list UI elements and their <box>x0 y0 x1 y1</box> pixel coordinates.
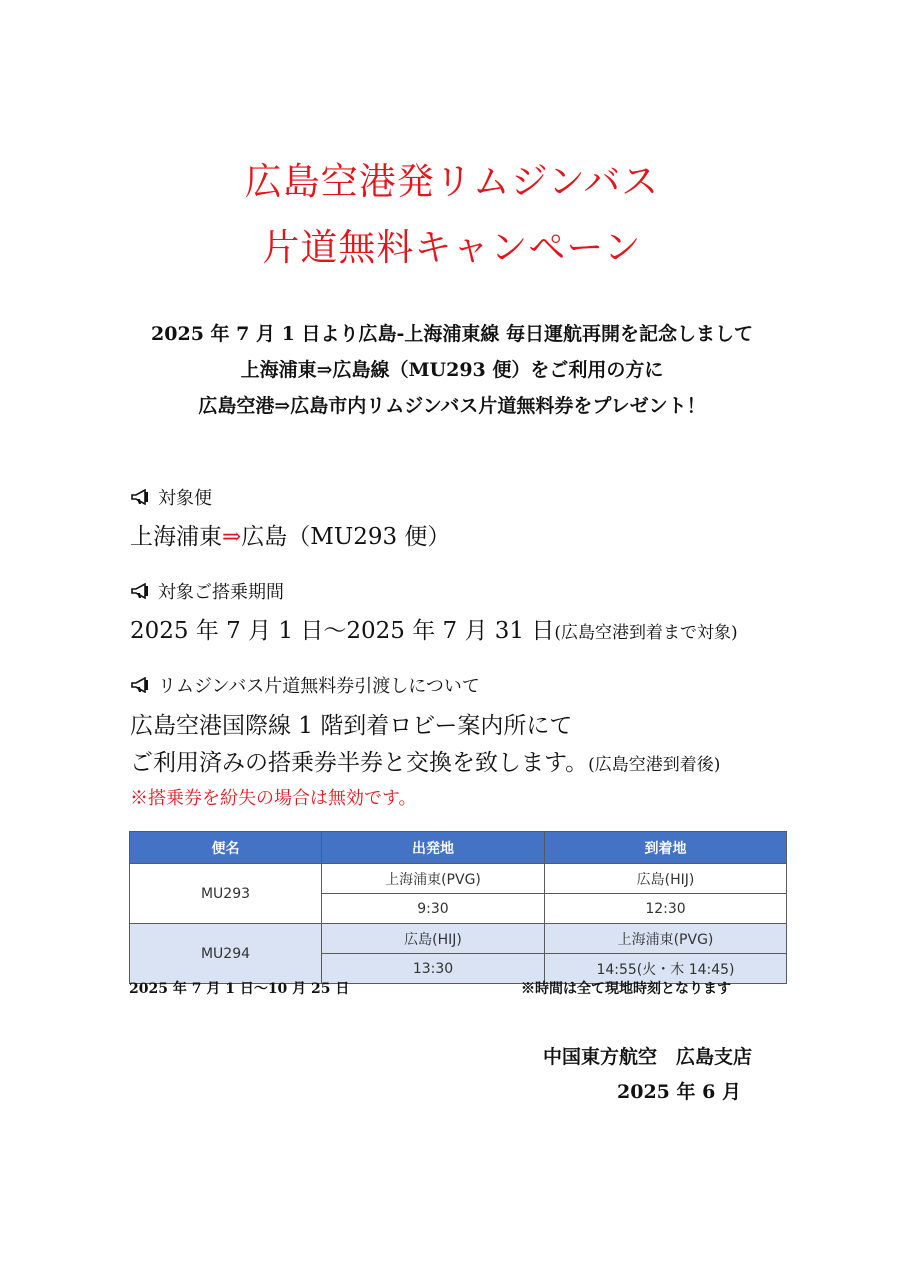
issuer-name: 中国東方航空 広島支店 <box>543 1046 753 1068</box>
target-flight-section <box>130 484 450 551</box>
target-flight-value <box>130 518 450 551</box>
target-flight-to: 広島（MU293 便） <box>241 524 451 550</box>
table-row <box>130 864 787 894</box>
arr-time-cell: 14:55(火・木 14:45) <box>545 954 787 984</box>
handover-section <box>130 672 720 814</box>
target-flight-heading <box>130 484 450 510</box>
campaign-title-line2: 片道無料キャンペーン <box>262 226 642 269</box>
intro-text <box>0 316 904 424</box>
handover-line2-note: (広島空港到着後) <box>588 755 721 775</box>
arr-time-cell: 12:30 <box>545 894 787 924</box>
arr-place-cell: 上海浦東(PVG) <box>545 924 787 954</box>
handover-heading <box>130 672 720 698</box>
handover-line1: 広島空港国際線 1 階到着ロビー案内所にて <box>130 713 573 739</box>
period-heading <box>130 578 738 604</box>
intro-line3: 広島空港⇒広島市内リムジンバス片道無料券をプレゼント！ <box>198 395 706 417</box>
arr-place-cell: 広島(HIJ) <box>545 864 787 894</box>
handover-heading-label: リムジンバス片道無料券引渡しについて <box>158 676 480 697</box>
period-section <box>130 578 738 645</box>
header-departure: 出発地 <box>322 832 545 864</box>
target-flight-from: 上海浦東 <box>130 524 222 550</box>
arrow-icon: ⇒ <box>222 524 242 550</box>
period-note: (広島空港到着まで対象) <box>554 623 738 643</box>
header-flight-name: 便名 <box>130 832 322 864</box>
megaphone-icon <box>130 677 154 693</box>
handover-line2-row <box>130 744 720 784</box>
intro-line2: 上海浦東⇒広島線（MU293 便）をご利用の方に <box>240 359 664 381</box>
flight-name-cell: MU294 <box>130 924 322 984</box>
lost-ticket-warning: ※搭乗券を紛失の場合は無効です。 <box>130 788 417 809</box>
handover-line2: ご利用済みの搭乗券半券と交換を致します。 <box>130 750 589 776</box>
header-arrival: 到着地 <box>545 832 787 864</box>
dep-place-cell: 上海浦東(PVG) <box>322 864 545 894</box>
period-value: 2025 年 7 月 1 日～2025 年 7 月 31 日 <box>130 618 555 644</box>
target-flight-heading-label: 対象便 <box>158 488 212 509</box>
intro-line1: 2025 年 7 月 1 日より広島-上海浦東線 毎日運航再開を記念しまして <box>151 323 753 345</box>
table-header-row <box>130 832 787 864</box>
dep-time-cell: 13:30 <box>322 954 545 984</box>
megaphone-icon <box>130 583 154 599</box>
table-row <box>130 924 787 954</box>
flight-schedule-table <box>129 831 787 984</box>
megaphone-icon <box>130 489 154 505</box>
period-value-row <box>130 612 738 645</box>
validity-period: 2025 年 7 月 1 日～10 月 25 日 <box>129 981 350 997</box>
local-time-note: ※時間は全て現地時刻となります <box>521 981 731 997</box>
dep-time-cell: 9:30 <box>322 894 545 924</box>
period-heading-label: 対象ご搭乗期間 <box>158 582 284 603</box>
campaign-title-line1: 広島空港発リムジンバス <box>244 160 660 203</box>
dep-place-cell: 広島(HIJ) <box>322 924 545 954</box>
flight-name-cell: MU293 <box>130 864 322 924</box>
issue-date: 2025 年 6 月 <box>617 1081 741 1103</box>
